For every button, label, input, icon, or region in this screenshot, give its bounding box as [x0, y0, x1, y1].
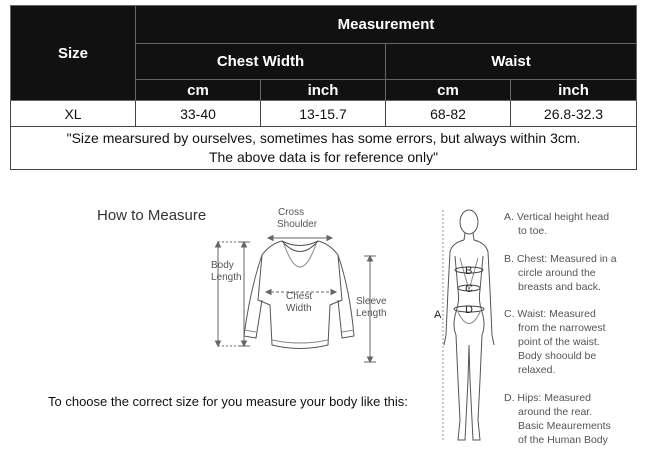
body-length-label-1: Body	[211, 260, 234, 271]
body-length-label-2: Length	[211, 272, 242, 283]
measurement-bands	[443, 210, 484, 440]
chest-width-label-2: Width	[286, 303, 312, 314]
legend-line: Body shoould be	[518, 350, 597, 362]
body-figure	[444, 210, 494, 440]
unit-header: inch	[511, 80, 637, 101]
legend-item-b	[504, 252, 634, 294]
legend-line: relaxed.	[518, 364, 556, 376]
note-line-2: The above data is for reference only"	[208, 149, 439, 165]
legend-line: A. Vertical height head	[504, 211, 610, 223]
chest-width-header: Chest Width	[136, 44, 386, 80]
instruction-text: To choose the correct size for you measure your body like this:	[48, 394, 408, 409]
legend-line: of the Human Body	[518, 434, 608, 446]
figure-letter-b: B	[465, 265, 473, 277]
size-value: XL	[11, 101, 136, 127]
legend-item-a	[504, 210, 634, 238]
chest-cm-value: 33-40	[136, 101, 261, 127]
unit-header: cm	[386, 80, 511, 101]
figure-letter-c: C	[465, 283, 473, 295]
legend-line: C. Waist: Measured	[504, 308, 596, 320]
legend-line: Basic Meaurements	[518, 420, 611, 432]
legend-line: B. Chest: Measured in a	[504, 253, 617, 265]
legend-item-c	[504, 307, 634, 377]
legend-line: point of the waist.	[518, 336, 600, 348]
legend-item-d	[504, 391, 634, 447]
sleeve-length-label-1: Sleeve	[356, 296, 387, 307]
sleeve-length-label-2: Length	[356, 308, 387, 319]
unit-header: inch	[261, 80, 386, 101]
cross-shoulder-label-1: Cross	[278, 207, 305, 218]
waist-inch-value: 26.8-32.3	[511, 101, 637, 127]
legend-line: around the rear.	[518, 406, 593, 418]
size-header: Size	[11, 6, 136, 101]
chest-width-label-1: Chest	[286, 291, 313, 302]
waist-header: Waist	[386, 44, 637, 80]
note-line-1: "Size mearsured by ourselves, sometimes has some errors, but always within 3cm.	[66, 130, 581, 146]
figure-letter-d: D	[465, 304, 473, 316]
measurement-header: Measurement	[136, 6, 637, 44]
chest-inch-value: 13-15.7	[261, 101, 386, 127]
legend-line: from the narrowest	[518, 322, 606, 334]
figure-letter-a: A	[434, 309, 442, 321]
waist-cm-value: 68-82	[386, 101, 511, 127]
cross-shoulder-label-2: Shoulder	[277, 219, 318, 230]
legend-line: breasts and back.	[518, 281, 601, 293]
how-to-measure-title: How to Measure	[97, 207, 207, 224]
legend-line: D. Hips: Measured	[504, 392, 591, 404]
unit-header: cm	[136, 80, 261, 101]
legend-line: to toe.	[518, 225, 548, 237]
legend-line: circle around the	[518, 267, 596, 279]
